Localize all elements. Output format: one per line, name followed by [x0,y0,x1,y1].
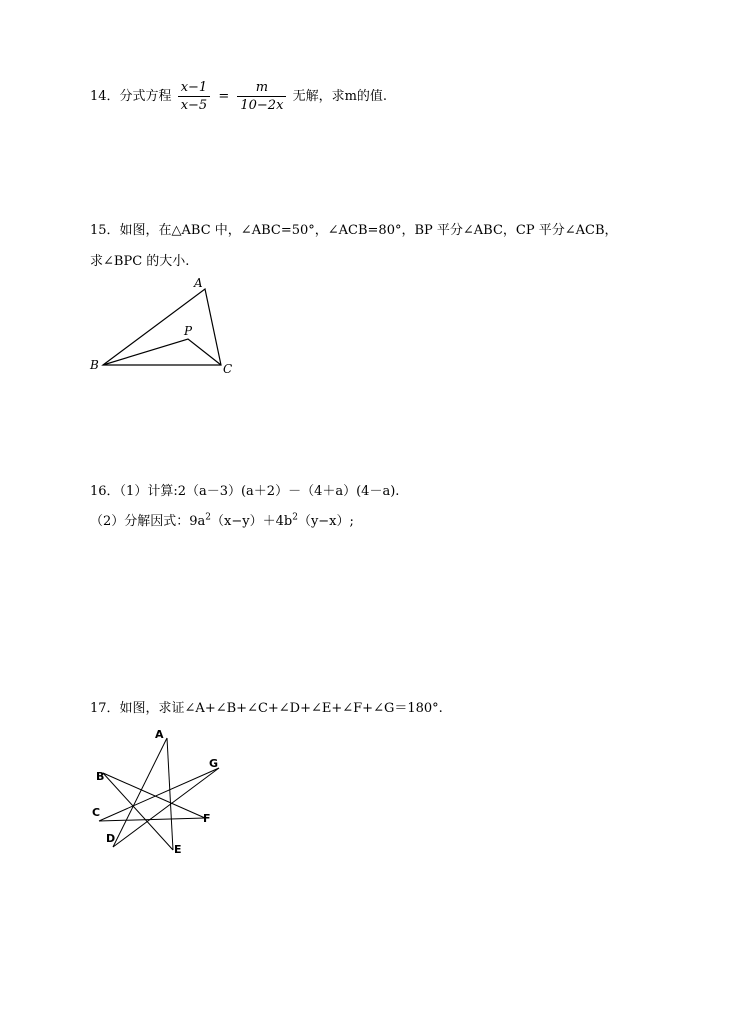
star-label-g: G [209,757,219,770]
q16-line2-mid: （x−y）＋4b [211,514,293,529]
q17-star-figure [85,725,235,860]
star-label-f: F [203,812,211,825]
question-15-line2: 求∠BPC 的大小. [90,254,190,269]
q14-frac2-numerator: m [237,80,286,97]
q14-fraction-left [178,80,211,113]
question-14 [90,80,387,113]
vertex-label-b: B [90,358,99,372]
question-15-line1: 15．如图，在△ABC 中，∠ABC=50°，∠ACB=80°，BP 平分∠ABC，CP 平分∠ACB， [90,223,618,238]
q14-fraction-right [237,80,286,113]
q16-sup1: 2 [205,512,212,523]
question-17-line1: 17．如图，求证∠A+∠B+∠C+∠D+∠E+∠F+∠G＝180°. [90,701,443,716]
q14-frac1-denominator: x−5 [180,98,208,113]
star-label-b: B [96,770,105,783]
q16-line2-post: （y−x）; [297,514,354,529]
q16-sup2: 2 [292,512,298,523]
q14-prefix: 14．分式方程 [90,89,172,104]
q14-frac2-denominator: 10−2x [240,98,284,113]
triangle-abc [103,289,221,365]
star-label-d: D [106,832,116,845]
star-label-a: A [155,728,164,741]
q14-equals: = [218,89,230,104]
star-label-c: C [92,806,101,819]
q14-suffix: 无解，求m的值. [292,89,388,104]
question-16-line2 [90,510,354,529]
vertex-label-c: C [223,362,233,375]
question-16-line1: 16．（1）计算:2（a－3）(a＋2）－（4＋a）(4－a). [90,484,400,499]
star-label-e: E [174,843,182,856]
q16-line2-pre: （2）分解因式：9a [90,514,206,529]
segment-b-f [103,773,205,818]
q14-frac1-numerator: x−1 [178,80,211,97]
q15-triangle-figure [85,275,245,375]
vertex-label-a: A [194,276,203,290]
segment-a-e [167,738,173,850]
point-label-p: P [184,324,193,338]
